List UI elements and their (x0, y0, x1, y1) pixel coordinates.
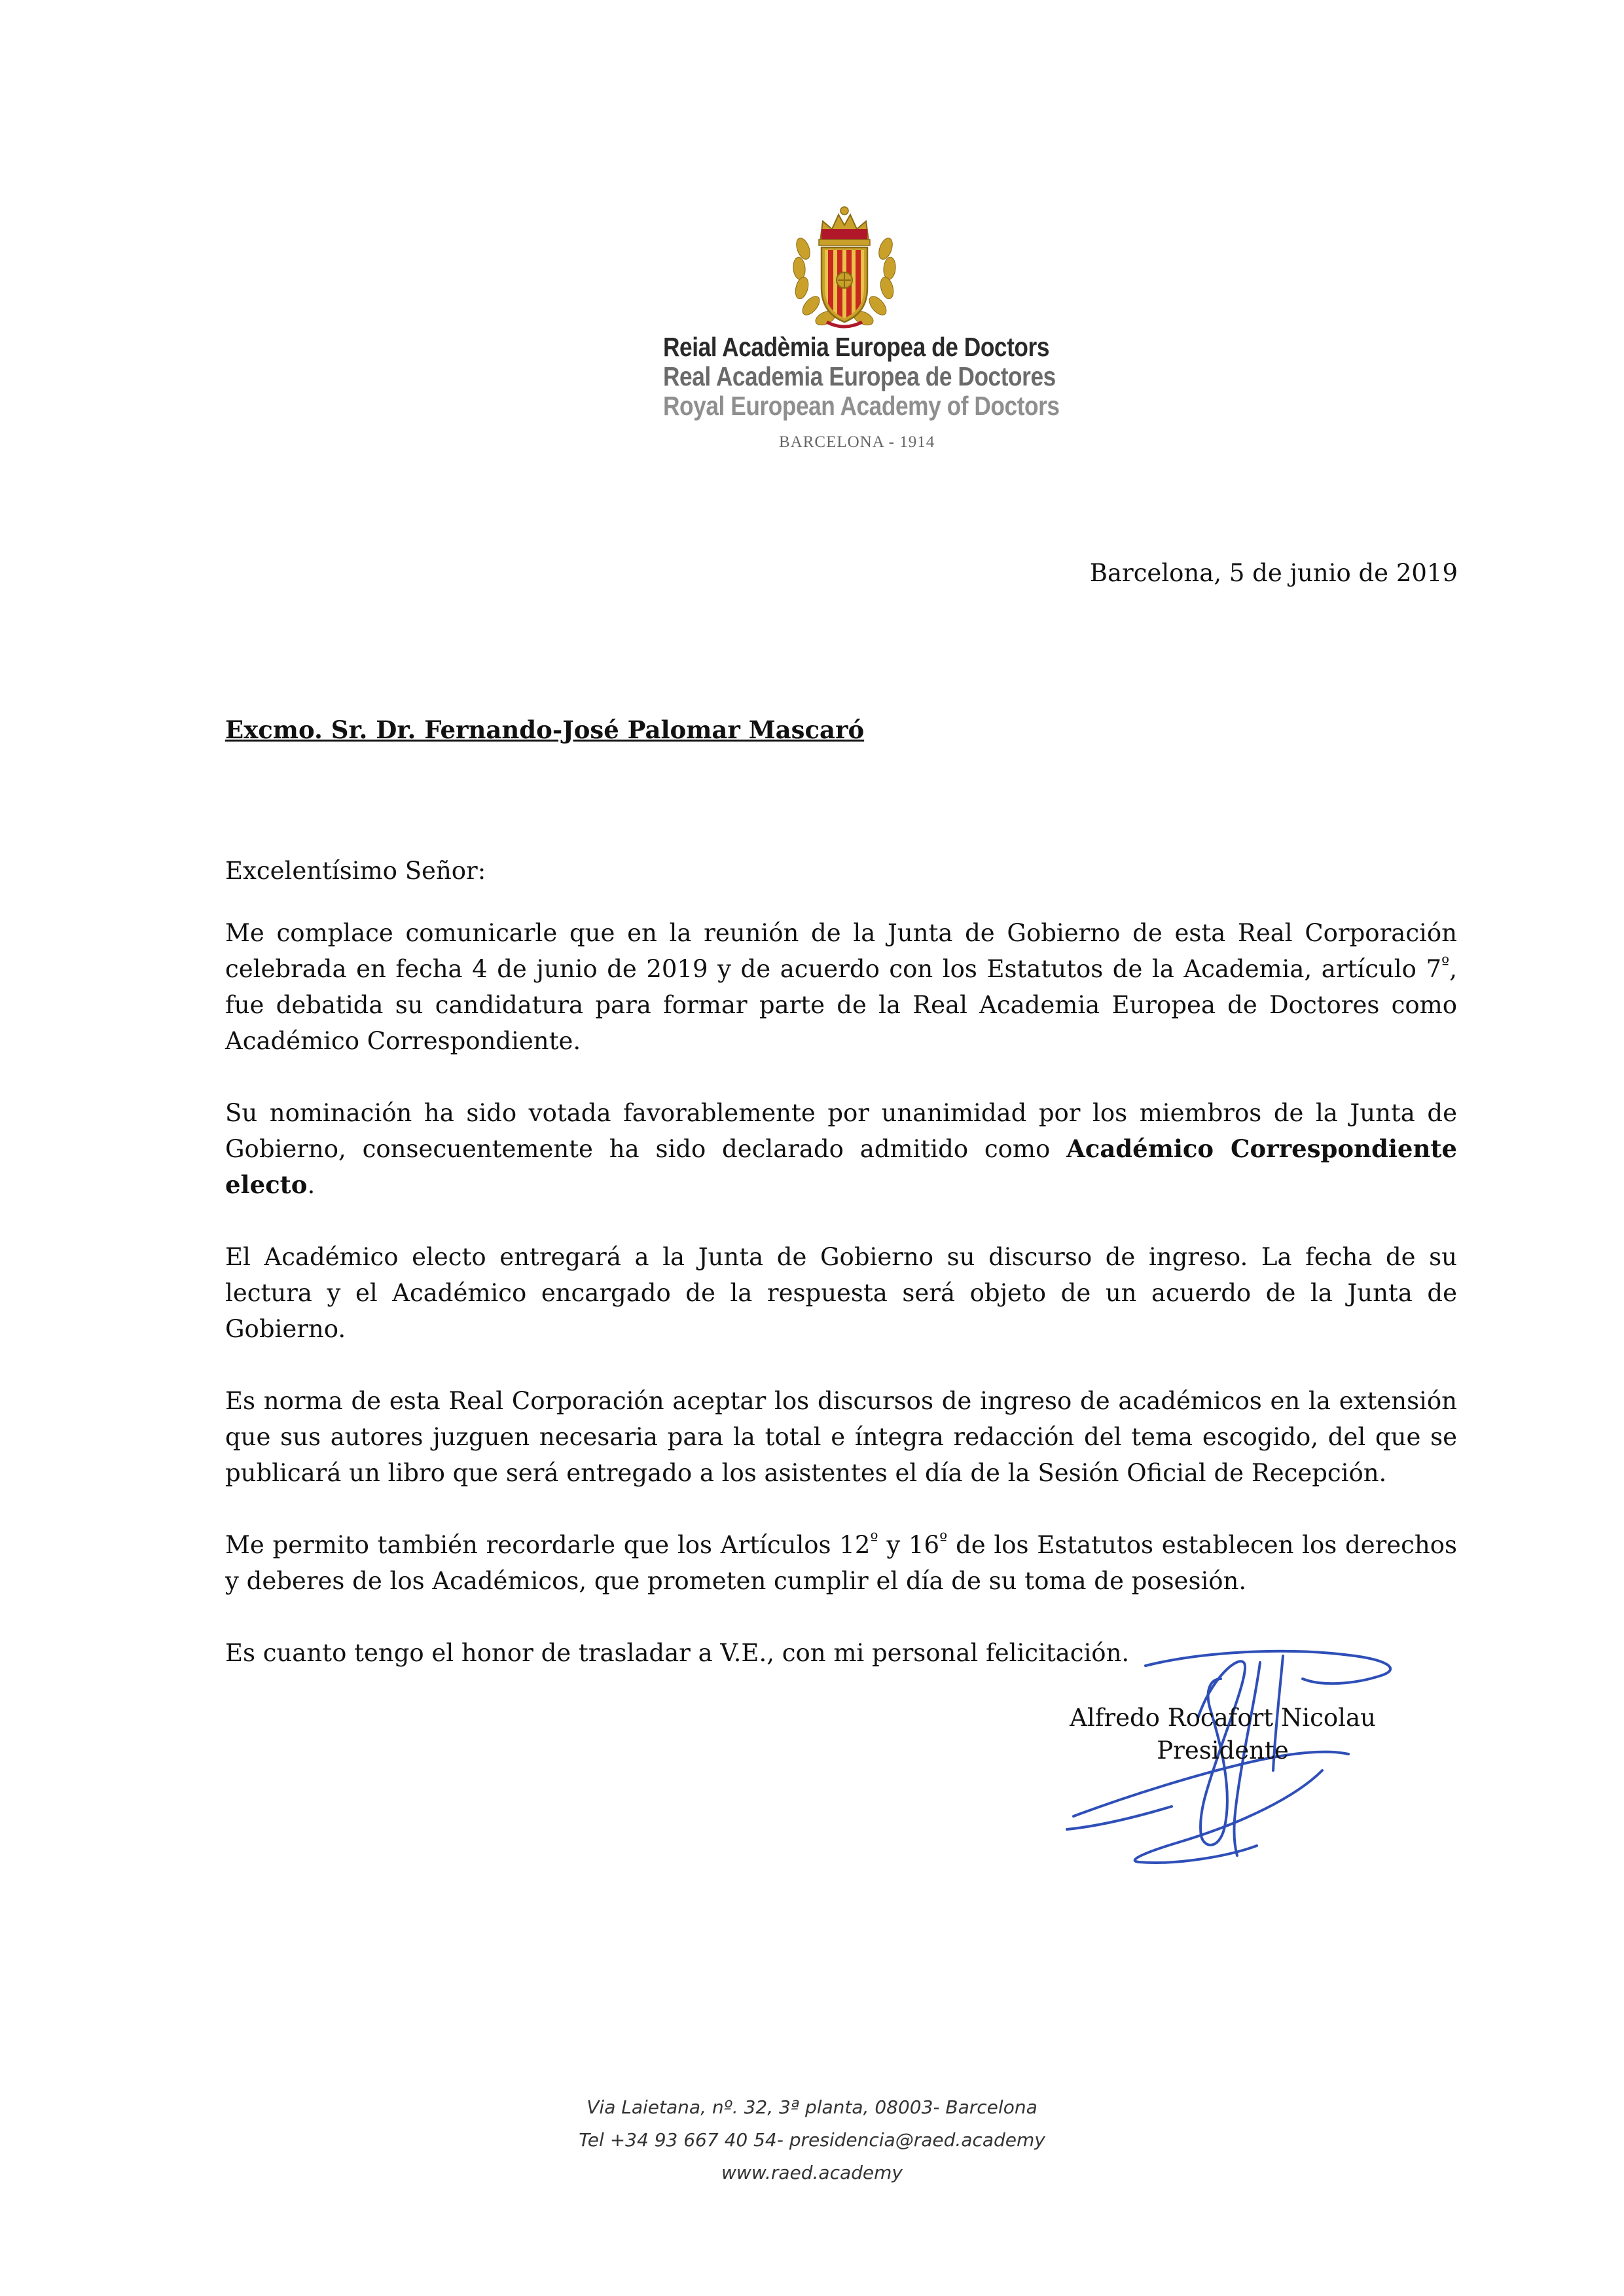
footer-contact: Tel +34 93 667 40 54- presidencia@raed.academy (579, 2129, 1045, 2151)
paragraph-4: Es norma de esta Real Corporación aceptar los discursos de ingreso de académicos en la extensión que sus autores juzguen necesaria para la total e íntegra redacción del tema escogido, del que se publicará un libro que será entregado a los asistentes el día de la Sesión Oficial de Recepción. (225, 1387, 1457, 1487)
academy-name-spanish: Real Academia Europea de Doctores (663, 361, 1056, 391)
paragraph-2-text: Su nominación ha sido votada favorablemente por unanimidad por los miembros de la Junta de Gobierno, consecuentemente ha sido declarado admitido como (225, 1099, 1457, 1163)
signer-block (1039, 1702, 1406, 1767)
footer-website: www.raed.academy (721, 2162, 903, 2183)
paragraph-2-bold: Académico Correspondiente electo (225, 1134, 1457, 1199)
paragraph-5 (225, 1527, 1457, 1599)
footer-address: Via Laietana, nº. 32, 3ª planta, 08003- Barcelona (586, 2096, 1038, 2118)
salutation: Excelentísimo Señor: (225, 857, 486, 885)
ordinal-superscript: º (870, 1530, 878, 1550)
academy-city-year: BARCELONA - 1914 (779, 433, 935, 451)
paragraph-5-text-mid: y 16 (878, 1531, 940, 1559)
academy-name (663, 332, 1060, 421)
signer-title: Presidente (1157, 1736, 1289, 1765)
paragraph-5-text: Me permito también recordarle que los Artículos 12 (225, 1531, 871, 1559)
signer-name: Alfredo Rocafort Nicolau (1070, 1704, 1376, 1732)
letter-body (225, 915, 1457, 1671)
letter-date: Barcelona, 5 de junio de 2019 (1089, 559, 1458, 587)
paragraph-1-text-cont: , fue debatida su candidatura para formar parte de la Real Academia Europea de Doctores como Académico Correspondiente. (225, 955, 1457, 1055)
recipient-name: Excmo. Sr. Dr. Fernando-José Palomar Mascaró (225, 715, 865, 744)
paragraph-6: Es cuanto tengo el honor de trasladar a V.E., con mi personal felicitación. (225, 1639, 1130, 1667)
paragraph-1 (225, 915, 1457, 1059)
paragraph-2 (225, 1095, 1457, 1203)
paragraph-3: El Académico electo entregará a la Junta de Gobierno su discurso de ingreso. La fecha de su lectura y el Académico encargado de la respuesta será objeto de un acuerdo de la Junta de Gobierno. (225, 1243, 1457, 1343)
paragraph-2-end: . (307, 1171, 316, 1199)
academy-name-catalan: Reial Acadèmia Europea de Doctors (663, 332, 1050, 362)
paragraph-5-text-end: de los Estatutos establecen los derechos y deberes de los Académicos, que prometen cumplir el día de su toma de posesión. (225, 1531, 1457, 1595)
royal-coat-of-arms-icon (789, 203, 900, 334)
academy-name-english: Royal European Academy of Doctors (663, 391, 1060, 421)
ordinal-superscript: º (939, 1530, 948, 1550)
letter-footer (0, 2091, 1624, 2189)
paragraph-1-text: Me complace comunicarle que en la reunión de la Junta de Gobierno de esta Real Corporación celebrada en fecha 4 de junio de 2019 y de acuerdo con los Estatutos de la Academia, artículo 7 (225, 919, 1457, 983)
ordinal-superscript: º (1441, 954, 1450, 974)
